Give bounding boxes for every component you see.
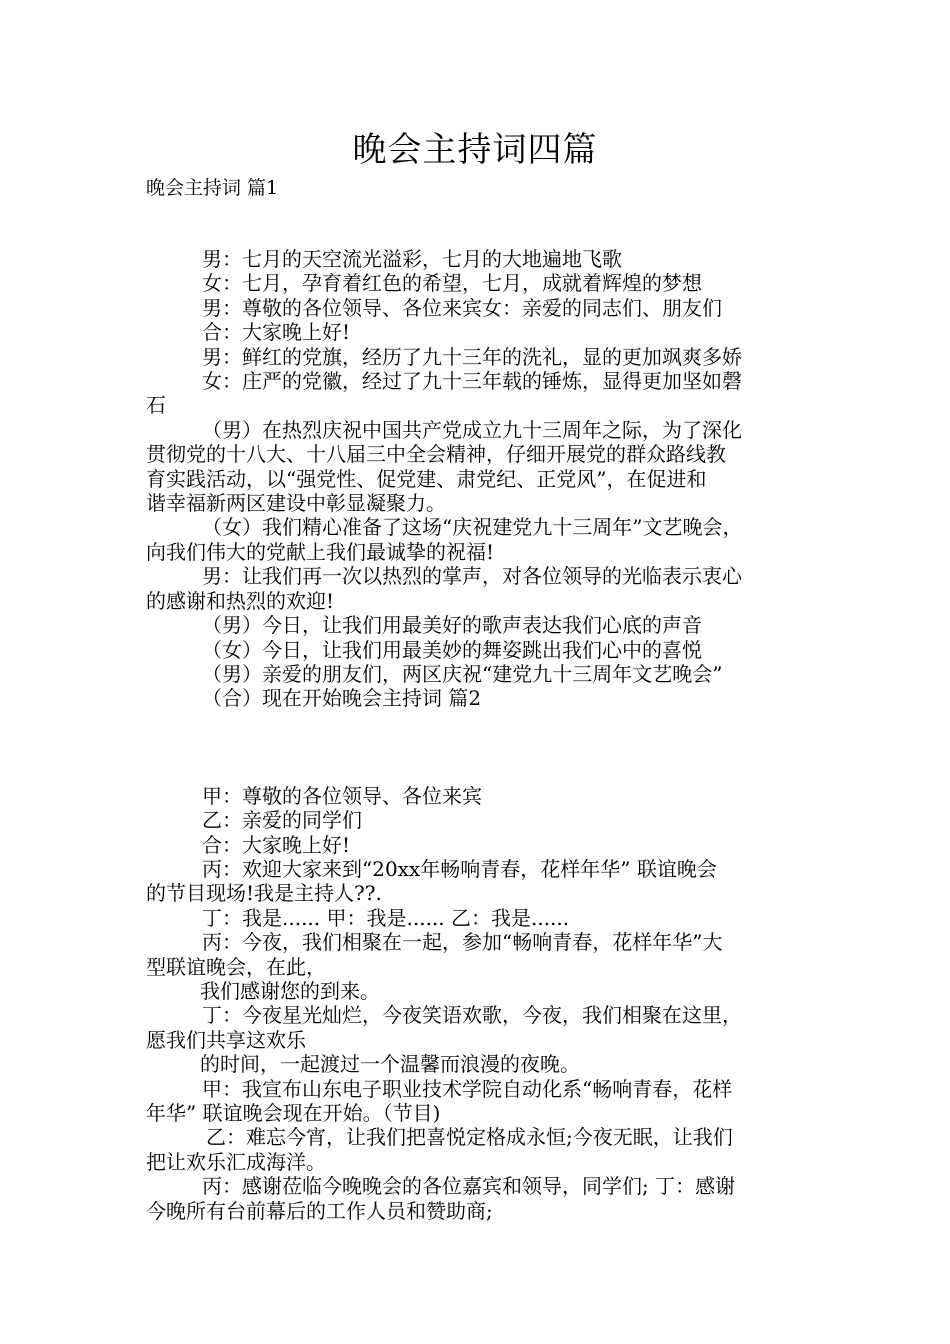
paragraph-line: 丁：我是...... 甲：我是...... 乙：我是...... <box>202 905 570 930</box>
document-body <box>146 247 816 1223</box>
paragraph-line: 丁：今夜星光灿烂，今夜笑语欢歌，今夜，我们相聚在这里， <box>202 1003 742 1028</box>
paragraph-line: 向我们伟大的党献上我们最诚挚的祝福! <box>146 539 495 564</box>
paragraph-line: 我们感谢您的到来。 <box>200 978 380 1003</box>
section-heading: 晚会主持词 篇1 <box>146 177 279 199</box>
paragraph-line: （女）今日，让我们用最美妙的舞姿跳出我们心中的喜悦 <box>202 637 702 662</box>
paragraph-line: 男：尊敬的各位领导、各位来宾女：亲爱的同志们、朋友们 <box>202 295 722 320</box>
paragraph-line: 甲：尊敬的各位领导、各位来宾 <box>202 783 482 808</box>
paragraph-line: 甲：我宣布山东电子职业技术学院自动化系“畅响青春，花样 <box>202 1076 733 1101</box>
paragraph-line: 的节目现场!我是主持人??. <box>146 881 382 906</box>
paragraph-line: 男：让我们再一次以热烈的掌声，对各位领导的光临表示衷心 <box>202 564 742 589</box>
paragraph-line: （男）亲爱的朋友们，两区庆祝“建党九十三周年文艺晚会” <box>202 661 723 686</box>
paragraph-line: （男）今日，让我们用最美好的歌声表达我们心底的声音 <box>202 613 702 638</box>
paragraph-line: （男）在热烈庆祝中国共产党成立九十三周年之际，为了深化 <box>202 417 742 442</box>
section-spacer <box>146 711 816 784</box>
paragraph-line: 石 <box>146 393 166 418</box>
paragraph-line: 男：七月的天空流光溢彩，七月的大地遍地飞歌 <box>202 247 622 271</box>
paragraph-line: 合：大家晚上好! <box>202 832 351 857</box>
paragraph-line: 年华” 联谊晚会现在开始。（节目) <box>146 1101 441 1125</box>
paragraph-line: 合：大家晚上好! <box>202 320 351 345</box>
paragraph-line: 贯彻党的十八大、十八届三中全会精神，仔细开展党的群众路线教 <box>146 442 726 467</box>
paragraph-line: 愿我们共享这欢乐 <box>146 1027 306 1052</box>
paragraph-line: 型联谊晚会，在此， <box>146 954 326 979</box>
paragraph-line: 乙：难忘今宵，让我们把喜悦定格成永恒;今夜无眠，让我们 <box>206 1125 733 1150</box>
paragraph-line: （女）我们精心准备了这场“庆祝建党九十三周年”文艺晚会， <box>202 515 743 540</box>
paragraph-line: 男：鲜红的党旗，经历了九十三年的洗礼，显的更加飒爽多娇 <box>202 344 742 369</box>
paragraph-line: 今晚所有台前幕后的工作人员和赞助商; <box>146 1198 493 1223</box>
document-title: 晚会主持词四篇 <box>352 130 598 170</box>
paragraph-line: （合）现在开始晚会主持词 篇2 <box>202 686 482 711</box>
paragraph-line: 女：庄严的党徽，经过了九十三年载的锤炼，显得更加坚如磬 <box>202 369 742 394</box>
paragraph-line: 的时间，一起渡过一个温馨而浪漫的夜晚。 <box>200 1052 580 1077</box>
paragraph-line: 的感谢和热烈的欢迎! <box>146 588 335 613</box>
paragraph-line: 把让欢乐汇成海洋。 <box>146 1149 326 1174</box>
paragraph-line: 丙：今夜，我们相聚在一起，参加“畅响青春，花样年华”大 <box>202 930 723 955</box>
paragraph-line: 丙：感谢莅临今晚晚会的各位嘉宾和领导，同学们; 丁：感谢 <box>202 1174 736 1199</box>
paragraph-line: 育实践活动，以“强党性、促党建、肃党纪、正党风”，在促进和 <box>146 466 707 491</box>
paragraph-line: 丙：欢迎大家来到“20xx年畅响青春，花样年华” 联谊晚会 <box>202 856 717 881</box>
paragraph-line: 谐幸福新两区建设中彰显凝聚力。 <box>146 491 446 516</box>
paragraph-line: 女：七月，孕育着红色的希望，七月，成就着辉煌的梦想 <box>202 271 702 296</box>
paragraph-line: 乙：亲爱的同学们 <box>202 808 362 833</box>
